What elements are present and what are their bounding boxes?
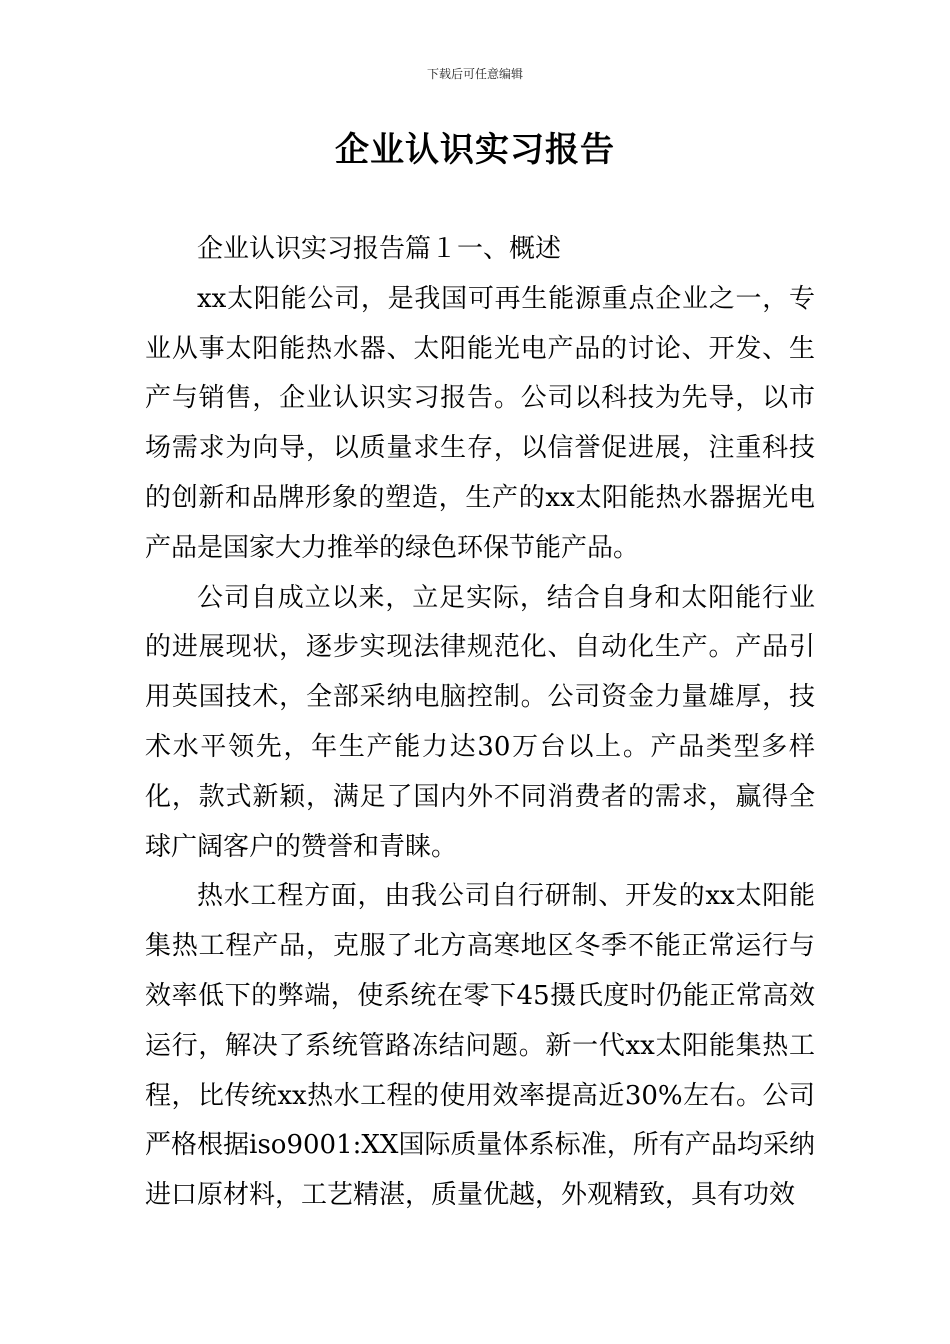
paragraph-heading: 企业认识实习报告篇１一、概述	[197, 234, 562, 264]
document-title: 企业认识实习报告	[335, 130, 615, 170]
paragraph-hot-water-engineering: 热水工程方面，由我公司自行研制、开发的xx太阳能集热工程产品，克服了北方高寒地区冬季不能正常运行与效率低下的弊端，使系统在零下45摄氏度时仍能正常高效运行，解决了系统管路冻结问题。新一代xx太阳能集热工程，比传统xx热水工程的使用效率提高近30%左右。公司严格根据iso9001:XX国际质量体系标准，所有产品均采纳进口原材料，工艺精湛，质量优越，外观精致，具有功效	[145, 881, 815, 1211]
paragraph-company-intro: xx太阳能公司，是我国可再生能源重点企业之一，专业从事太阳能热水器、太阳能光电产品的讨论、开发、生产与销售，企业认识实习报告。公司以科技为先导，以市场需求为向导，以质量求生存，以信誉促进展，注重科技的创新和品牌形象的塑造，生产的xx太阳能热水器据光电产品是国家大力推举的绿色环保节能产品。	[145, 283, 815, 563]
paragraph-company-development: 公司自成立以来，立足实际，结合自身和太阳能行业的进展现状，逐步实现法律规范化、自动化生产。产品引用英国技术，全部采纳电脑控制。公司资金力量雄厚，技术水平领先，年生产能力达30万台以上。产品类型多样化，款式新颖，满足了国内外不同消费者的需求，赢得全球广阔客户的赞誉和青睐。	[145, 582, 815, 862]
document-body	[145, 225, 815, 1221]
header-note: 下载后可任意编辑	[426, 67, 523, 81]
